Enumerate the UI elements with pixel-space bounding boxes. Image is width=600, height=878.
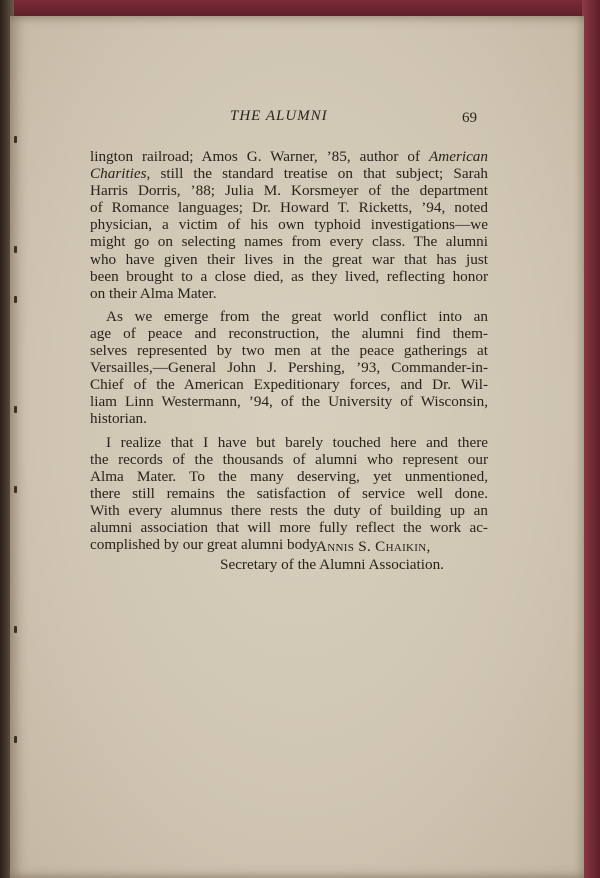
binding-stitch (14, 486, 17, 493)
binding-stitch (14, 626, 17, 633)
text-line: selves represented by two men at the peace gatherings at (90, 342, 488, 360)
running-head: THE ALUMNI (230, 108, 328, 124)
text-line: the records of the thousands of alumni who represent our (90, 450, 488, 468)
paragraph-2 (90, 308, 488, 428)
text-line: liam Linn Westermann, ’94, of the University of Wisconsin, (90, 393, 488, 411)
signature-name: Annis S. Chaikin, (316, 538, 431, 555)
binding-stitch (14, 136, 17, 143)
text-line: historian. (90, 410, 147, 428)
text-line: Charities, still the standard treatise on that subject; Sarah (90, 165, 488, 183)
text-line: alumni association that will more fully reflect the work ac- (90, 518, 488, 536)
text-line: on their Alma Mater. (90, 284, 217, 302)
text-line: Versailles,—General John J. Pershing, ’93, Commander-in- (90, 359, 488, 377)
page-header (10, 108, 584, 132)
text-line: complished by our great alumni body. (90, 536, 321, 554)
text-line: age of peace and reconstruction, the alumni find them- (90, 324, 488, 342)
text-line: Chief of the American Expeditionary forces, and Dr. Wil- (90, 376, 488, 394)
binding-stitch (14, 246, 17, 253)
page-number: 69 (462, 110, 477, 126)
text-line: As we emerge from the great world conflict into an (106, 307, 488, 325)
text-line: who have given their lives in the great war that has just (90, 250, 488, 268)
text-line: I realize that I have but barely touched here and there (106, 433, 488, 451)
binding-stitch (14, 406, 17, 413)
text-line: lington railroad; Amos G. Warner, ’85, author of American (90, 148, 488, 165)
text-line: there still remains the satisfaction of service well done. (90, 484, 488, 502)
text-line: Alma Mater. To the many deserving, yet unmentioned, (90, 467, 488, 485)
binding-stitch (14, 736, 17, 743)
book-cover-right-edge (582, 0, 600, 878)
paragraph-3 (90, 434, 488, 554)
text-line: Harris Dorris, ’88; Julia M. Korsmeyer of the department (90, 182, 488, 200)
text-line: With every alumnus there rests the duty of building up an (90, 501, 488, 519)
signature-title: Secretary of the Alumni Association. (220, 556, 444, 573)
text-line: of Romance languages; Dr. Howard T. Ricketts, ’94, noted (90, 199, 488, 217)
body-text (90, 148, 488, 559)
text-line: might go on selecting names from every class. The alumni (90, 233, 488, 251)
binding-stitch (14, 296, 17, 303)
book-page (10, 16, 584, 878)
paragraph-1 (90, 148, 488, 302)
text-line: physician, a victim of his own typhoid investigations—we (90, 216, 488, 234)
text-line: been brought to a close died, as they lived, reflecting honor (90, 267, 488, 285)
